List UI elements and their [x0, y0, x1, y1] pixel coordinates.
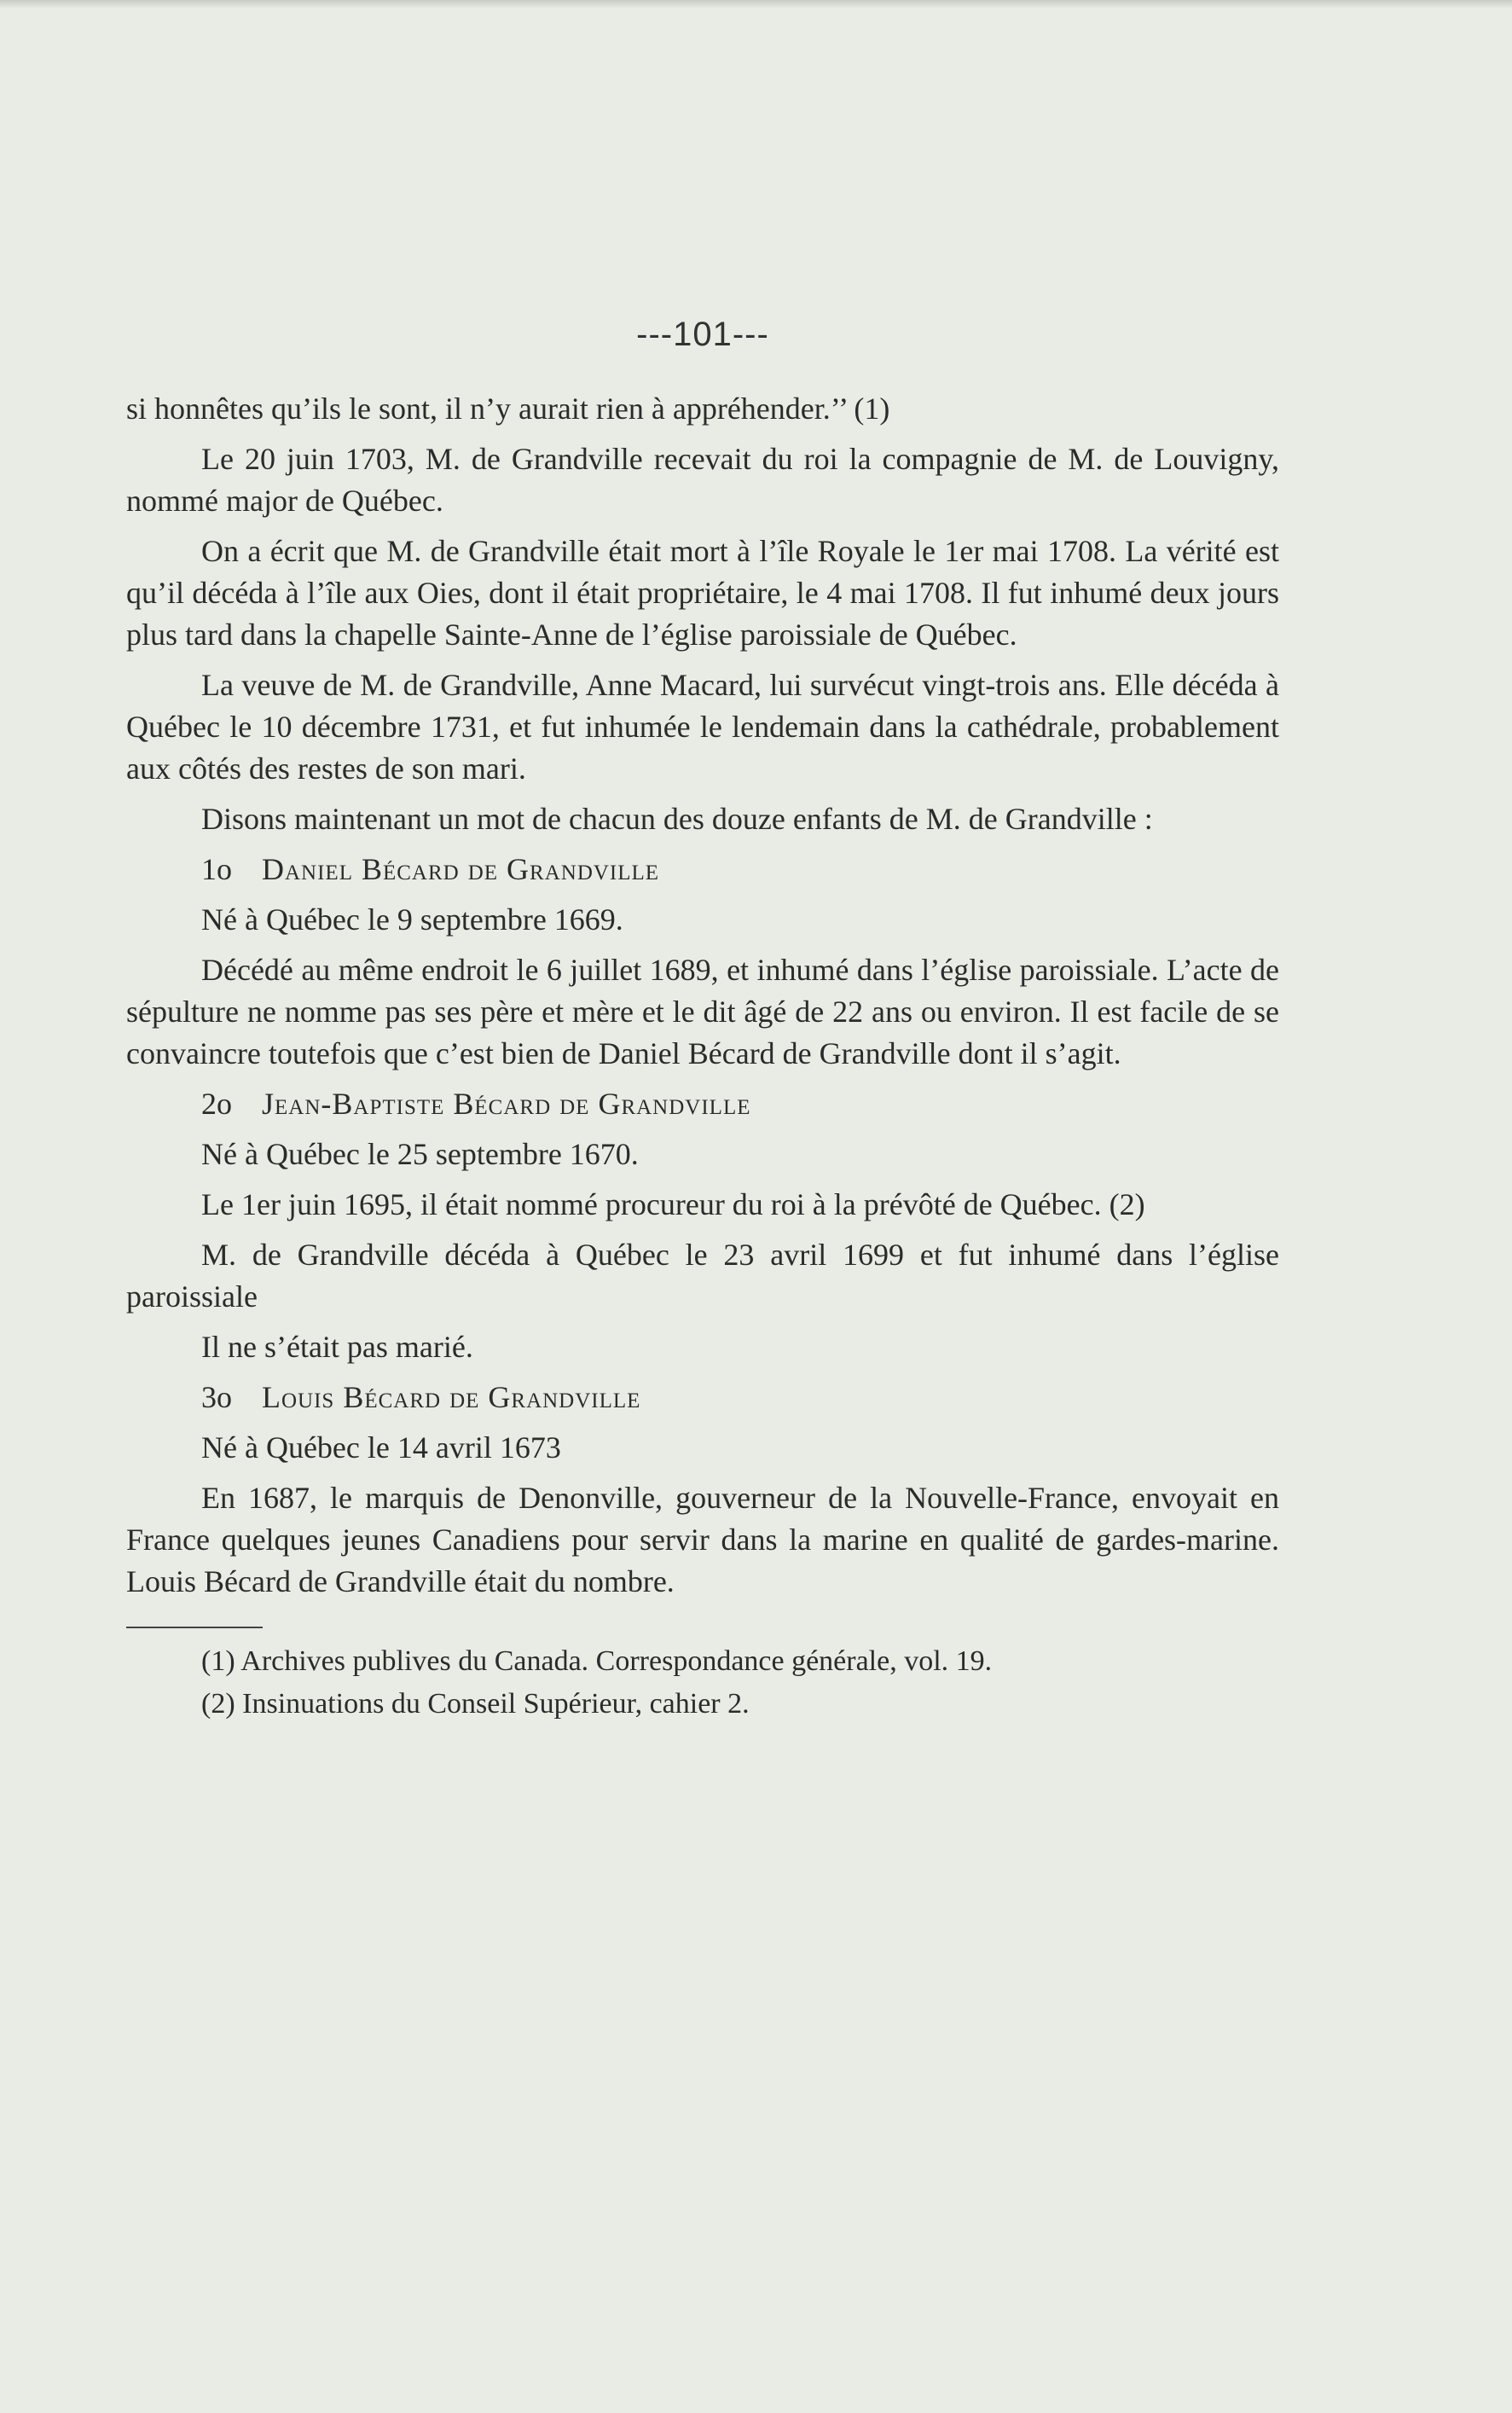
footnote-divider: [126, 1627, 263, 1628]
paragraph-death: On a écrit que M. de Grandville était mort à l’île Royale le 1er mai 1708. La vérité est qu’il décéda à l’île aux Oies, dont il était propriétaire, le 4 mai 1708. Il fut inhumé deux jours plus tard dans la chapelle Sainte-Anne de l’église paroissiale de Québec.: [126, 534, 1279, 652]
paragraph-jean-baptiste-death: M. de Grandville décéda à Québec le 23 avril 1699 et fut inhumé dans l’église paroissiale: [126, 1238, 1279, 1314]
paragraph-jean-baptiste-unmarried: Il ne s’était pas marié.: [201, 1330, 473, 1364]
footnote-2: (2) Insinuations du Conseil Supérieur, cahier 2.: [201, 1688, 750, 1720]
paragraph-children-intro: Disons maintenant un mot de chacun des douze enfants de M. de Grandville :: [201, 802, 1153, 836]
birth-line-jean-baptiste: Né à Québec le 25 septembre 1670.: [201, 1137, 639, 1171]
section-number: 2o: [201, 1087, 232, 1121]
paragraph-company: Le 20 juin 1703, M. de Grandville recevait du roi la compagnie de M. de Louvigny, nommé major de Québec.: [126, 442, 1279, 518]
section-name: Daniel Bécard de Grandville: [262, 852, 660, 886]
page-number: ---101---: [636, 316, 769, 353]
section-number: 1o: [201, 852, 232, 886]
document-page: [126, 316, 1279, 1727]
section-heading-louis: [126, 1377, 1279, 1418]
section-name: Jean-Baptiste Bécard de Grandville: [262, 1087, 751, 1121]
section-name: Louis Bécard de Grandville: [262, 1380, 641, 1414]
paragraph-widow: La veuve de M. de Grandville, Anne Macard, lui survécut vingt-trois ans. Elle décéda à Québec le 10 décembre 1731, et fut inhumée le lendemain dans la cathédrale, probablement aux côtés des restes de son mari.: [126, 668, 1279, 786]
section-heading-daniel: [126, 849, 1279, 890]
paragraph-daniel: Décédé au même endroit le 6 juillet 1689, et inhumé dans l’église paroissiale. L’acte de sépulture ne nomme pas ses père et mère et le dit âgé de 22 ans ou environ. Il est facile de se convaincre toutefois que c’est bien de Daniel Bécard de Grandville dont il s’agit.: [126, 953, 1279, 1070]
paragraph-louis: En 1687, le marquis de Denonville, gouverneur de la Nouvelle-France, envoyait en France quelques jeunes Canadiens pour servir dans la marine en qualité de gardes-marine. Louis Bécard de Grandville était du nombre.: [126, 1481, 1279, 1598]
paragraph-continuation: si honnêtes qu’ils le sont, il n’y aurait rien à appréhender.’’ (1): [126, 392, 890, 426]
section-number: 3o: [201, 1380, 232, 1414]
page-top-edge: [0, 0, 1512, 9]
birth-line-louis: Né à Québec le 14 avril 1673: [201, 1430, 561, 1465]
footnote-1: (1) Archives publives du Canada. Correspondance générale, vol. 19.: [201, 1645, 993, 1677]
birth-line-daniel: Né à Québec le 9 septembre 1669.: [201, 902, 623, 937]
paragraph-jean-baptiste-career: Le 1er juin 1695, il était nommé procureur du roi à la prévôté de Québec. (2): [201, 1187, 1145, 1221]
section-heading-jean-baptiste: [126, 1083, 1279, 1125]
